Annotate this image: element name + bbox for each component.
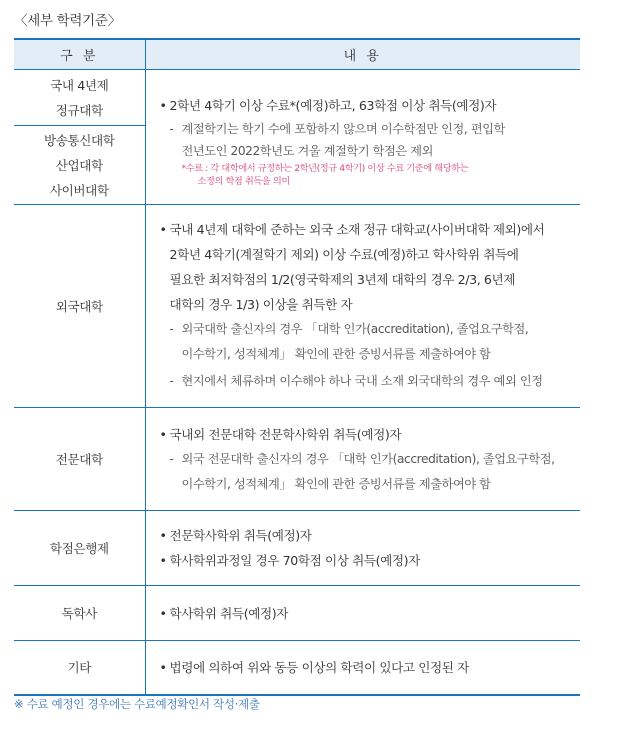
header-content: 내 용 (145, 39, 580, 70)
category-domestic-4year (14, 70, 145, 126)
sub-line: 전년도인 2022학년도 겨울 계절학기 학점은 제외 (181, 143, 434, 158)
content-college (145, 408, 580, 511)
bullet-line: 대학의 경우 1/3) 이상을 취득한 자 (169, 297, 353, 312)
footnote: ※ 수료 예정인 경우에는 수료예정확인서 작성·제출 (14, 697, 260, 711)
table-row-self-study (14, 586, 580, 641)
sub-item: - 현지에서 체류하며 이수해야 하나 국내 소재 외국대학의 경우 예외 인정 (160, 367, 575, 395)
table-row-foreign (14, 205, 580, 408)
category-college: 전문대학 (14, 408, 145, 511)
sub-line: 이수학기, 성적체계」 확인에 관한 증빙서류를 제출하여야 함 (181, 476, 491, 491)
list-item: • 학사학위과정일 경우 70학점 이상 취득(예정)자 (160, 548, 575, 573)
table-row-credit-bank (14, 511, 580, 586)
category-self-study: 독학사 (14, 586, 145, 641)
list-item: • 법령에 의하여 위와 동등 이상의 학력이 있다고 인정된 자 (160, 655, 575, 680)
education-criteria-table (14, 38, 580, 696)
sub-item (160, 447, 575, 497)
header-category: 구 분 (14, 39, 145, 70)
category-distance-universities (14, 126, 145, 205)
note-line: 소정의 학점 취득을 의미 (197, 175, 290, 187)
table-row-other (14, 641, 580, 695)
content-self-study (145, 586, 580, 641)
note-line: *수료 : 각 대학에서 규정하는 2학년(정규 4학기) 이상 수료 기준에 해당하는 (181, 162, 469, 174)
table-header-row (14, 39, 580, 70)
category-line: 사이버대학 (49, 182, 109, 198)
content-other (145, 641, 580, 695)
sub-item (160, 118, 575, 162)
sub-line: 이수학기, 성적체계」 확인에 관한 증빙서류를 제출하여야 함 (181, 347, 491, 361)
content-domestic (145, 70, 580, 205)
bullet-line: • 국내 4년제 대학에 준하는 외국 소재 정규 대학교(사이버대학 제외)에서 (169, 222, 545, 237)
category-other: 기타 (14, 641, 145, 695)
category-line: 방송통신대학 (43, 132, 115, 148)
table-row-college (14, 408, 580, 511)
sub-item (160, 317, 575, 367)
category-credit-bank: 학점은행제 (14, 511, 145, 586)
category-line: 국내 4년제 (50, 77, 109, 93)
content-credit-bank (145, 511, 580, 586)
category-line: 산업대학 (55, 157, 103, 173)
section-heading: 〈세부 학력기준〉 (14, 13, 121, 29)
list-item (160, 217, 575, 317)
sub-line: - 외국 전문대학 출신자의 경우 「대학 인가(accreditation), 졸업요구학점, (181, 451, 555, 466)
list-item: • 2학년 4학기 이상 수료*(예정)하고, 63학점 이상 취득(예정)자 (160, 93, 575, 118)
list-item: • 전문학사학위 취득(예정)자 (160, 523, 575, 548)
category-foreign: 외국대학 (14, 205, 145, 408)
bullet-line: 필요한 최저학점의 1/2(영국학제의 3년제 대학의 경우 2/3, 6년제 (169, 272, 516, 287)
bullet-line: 2학년 4학기(계절학기 제외) 이상 수료(예정)하고 학사학위 취득에 (169, 247, 519, 262)
table-row-domestic (14, 70, 580, 126)
sub-line: - 외국대학 출신자의 경우 「대학 인가(accreditation), 졸업요구학점, (181, 322, 529, 336)
list-item: • 학사학위 취득(예정)자 (160, 601, 575, 626)
content-foreign (145, 205, 580, 408)
list-item: • 국내외 전문대학 전문학사학위 취득(예정)자 (160, 422, 575, 447)
sub-line: - 계절학기는 학기 수에 포함하지 않으며 이수학점만 인정, 편입학 (181, 121, 505, 136)
category-line: 정규대학 (55, 102, 103, 118)
